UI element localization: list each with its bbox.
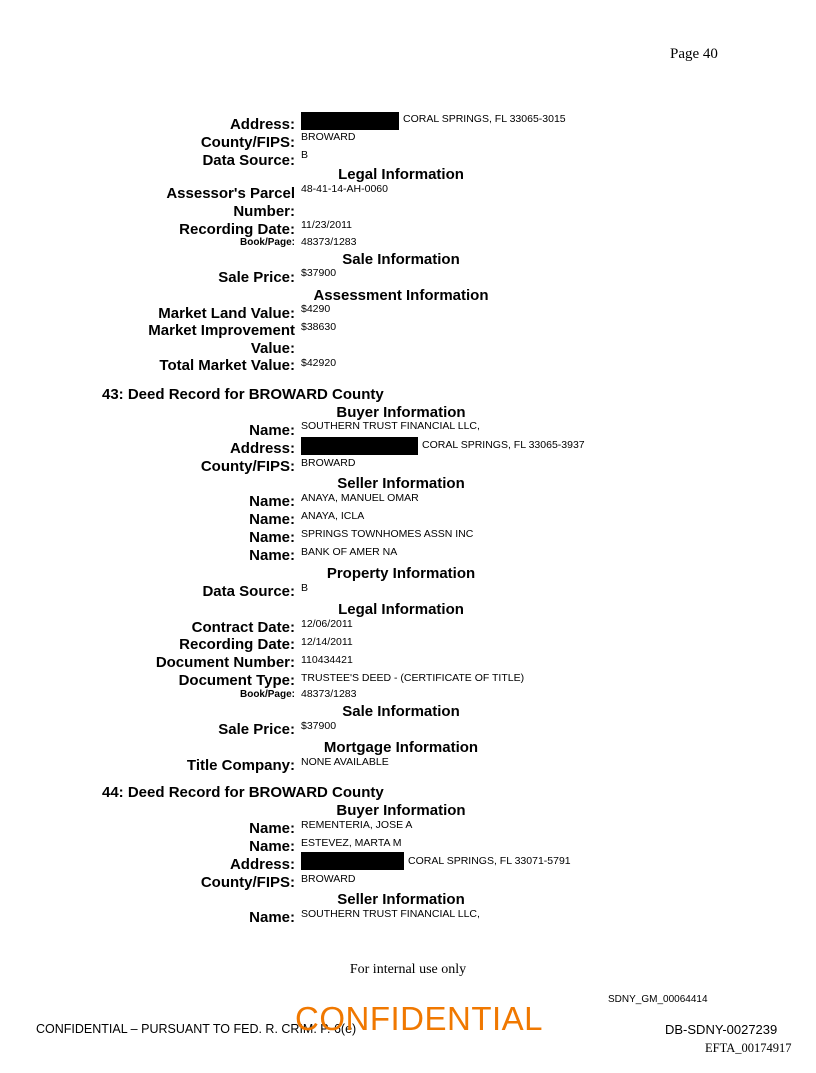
r43-document-number-label: Document Number:: [155, 654, 295, 671]
r43-title-company-label: Title Company:: [186, 757, 295, 774]
r43-seller-name-label: Name:: [249, 529, 295, 546]
efta-number: EFTA_00174917: [705, 1041, 792, 1055]
address-value: CORAL SPRINGS, FL 33065-3015: [403, 113, 566, 125]
r43-sale-price-value: $37900: [301, 720, 337, 732]
legal-information-header: Legal Information: [338, 166, 464, 183]
market-improvement-value: $38630: [301, 321, 337, 333]
redaction-box: [301, 112, 399, 130]
county-value: BROWARD: [301, 131, 356, 143]
r43-property-information-header: Property Information: [326, 565, 476, 582]
r43-contract-date-value: 12/06/2011: [301, 618, 353, 630]
apn-value: 48-41-14-AH-0060: [301, 183, 388, 195]
r43-seller-name-value: SPRINGS TOWNHOMES ASSN INC: [301, 528, 474, 540]
confidential-stamp: CONFIDENTIAL: [295, 1000, 544, 1037]
r43-book-page-label: Book/Page:: [239, 689, 295, 700]
r43-address-label: Address:: [229, 440, 295, 457]
r44-buyer-name-label: Name:: [249, 820, 295, 837]
book-page-label: Book/Page:: [239, 237, 295, 248]
sale-price-label: Sale Price:: [218, 269, 295, 286]
r44-buyer-name-value: REMENTERIA, JOSE A: [301, 819, 413, 831]
record-44-title: 44: Deed Record for BROWARD County: [102, 784, 384, 801]
document-id: DB-SDNY-0027239: [665, 1022, 778, 1037]
r44-buyer-name-label: Name:: [249, 838, 295, 855]
r44-buyer-name-value: ESTEVEZ, MARTA M: [301, 837, 402, 849]
r43-data-source-label: Data Source:: [202, 583, 295, 600]
r43-book-page-value: 48373/1283: [301, 688, 357, 700]
record-43-title: 43: Deed Record for BROWARD County: [102, 386, 384, 403]
r43-contract-date-label: Contract Date:: [191, 619, 295, 636]
market-improvement-value-label: Market Improvement Value:: [148, 322, 295, 357]
redaction-box: [301, 852, 404, 870]
r43-sale-price-label: Sale Price:: [218, 721, 295, 738]
r44-address-value: CORAL SPRINGS, FL 33071-5791: [408, 855, 571, 867]
assessment-information-header: Assessment Information: [313, 287, 489, 304]
r43-buyer-information-header: Buyer Information: [336, 404, 466, 421]
r43-seller-name-label: Name:: [249, 493, 295, 510]
recording-date-label: Recording Date:: [179, 221, 295, 238]
r43-county-label: County/FIPS:: [200, 458, 295, 475]
market-land-value: $4290: [301, 303, 331, 315]
book-page-value: 48373/1283: [301, 236, 357, 248]
r43-buyer-name-value: SOUTHERN TRUST FINANCIAL LLC,: [301, 420, 480, 432]
r43-legal-information-header: Legal Information: [338, 601, 464, 618]
sale-price-value: $37900: [301, 267, 337, 279]
bates-number: SDNY_GM_00064414: [608, 994, 708, 1005]
r43-mortgage-information-header: Mortgage Information: [323, 739, 479, 756]
total-market-value-label: Total Market Value:: [159, 357, 295, 374]
r44-buyer-information-header: Buyer Information: [336, 802, 466, 819]
r43-recording-date-value: 12/14/2011: [301, 636, 353, 648]
r44-seller-name-value: SOUTHERN TRUST FINANCIAL LLC,: [301, 908, 480, 920]
r43-document-type-label: Document Type:: [178, 672, 295, 689]
r43-seller-name-label: Name:: [249, 511, 295, 528]
r44-county-value: BROWARD: [301, 873, 356, 885]
county-label: County/FIPS:: [200, 134, 295, 151]
r43-document-type-value: TRUSTEE'S DEED - (CERTIFICATE OF TITLE): [301, 672, 525, 684]
recording-date-value: 11/23/2011: [301, 219, 352, 231]
r43-address-value: CORAL SPRINGS, FL 33065-3937: [422, 439, 585, 451]
r43-document-number-value: 110434421: [301, 654, 353, 666]
data-source-label: Data Source:: [202, 152, 295, 169]
sale-information-header: Sale Information: [342, 251, 460, 268]
r43-seller-name-value: BANK OF AMER NA: [301, 546, 398, 558]
r43-sale-information-header: Sale Information: [342, 703, 460, 720]
data-source-value: B: [301, 149, 309, 161]
r43-seller-name-value: ANAYA, ICLA: [301, 510, 365, 522]
market-land-value-label: Market Land Value:: [158, 305, 295, 322]
address-label: Address:: [229, 116, 295, 133]
total-market-value: $42920: [301, 357, 337, 369]
r43-recording-date-label: Recording Date:: [179, 636, 295, 653]
internal-use-note: For internal use only: [349, 962, 467, 977]
page-number: Page 40: [670, 46, 718, 62]
r43-buyer-name-label: Name:: [249, 422, 295, 439]
r43-seller-name-label: Name:: [249, 547, 295, 564]
apn-label: Assessor's Parcel Number:: [166, 185, 295, 220]
r43-county-value: BROWARD: [301, 457, 356, 469]
r44-seller-name-label: Name:: [249, 909, 295, 926]
r44-address-label: Address:: [229, 856, 295, 873]
r43-data-source-value: B: [301, 582, 309, 594]
r44-county-label: County/FIPS:: [200, 874, 295, 891]
r43-title-company-value: NONE AVAILABLE: [301, 756, 389, 768]
r43-seller-information-header: Seller Information: [337, 475, 465, 492]
redaction-box: [301, 437, 418, 455]
r44-seller-information-header: Seller Information: [337, 891, 465, 908]
confidential-notice: CONFIDENTIAL – PURSUANT TO FED. R. CRIM. P. 6(e): [36, 1022, 357, 1036]
r43-seller-name-value: ANAYA, MANUEL OMAR: [301, 492, 419, 504]
